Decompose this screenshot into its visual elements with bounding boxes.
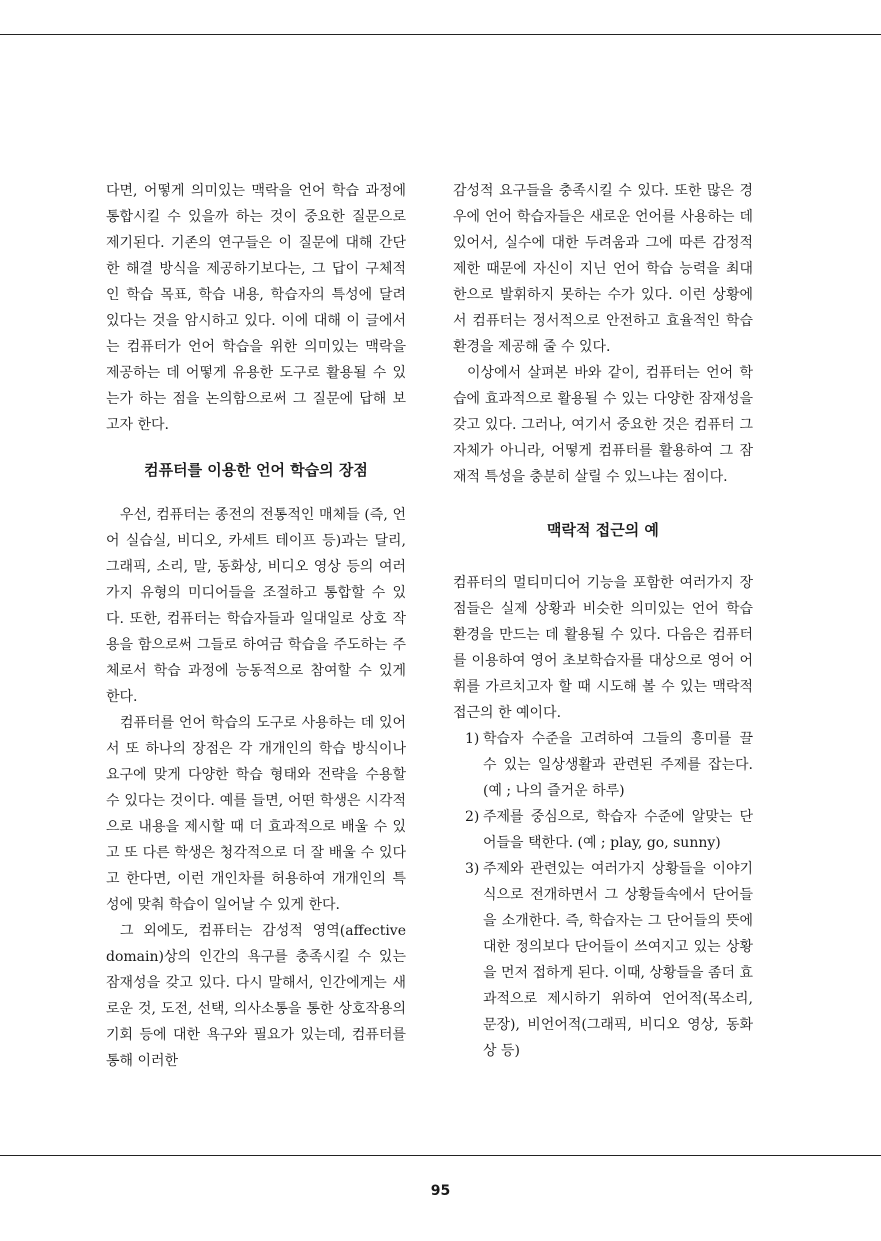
list-item-text: 주제와 관련있는 여러가지 상황들을 이야기식으로 전개하면서 그 상황들속에서 단어들을 소개한다. 즉, 학습자는 그 단어들의 뜻에 대한 정의보다 단어들이 쓰여지고 있는 상황을 먼저 접하게 된다. 이때, 상황들을 좀더 효과적으로 제시하기 위하여 언어적(목소리, 문장), 비언어적(그래픽, 비디오 영상, 동화상 등) (483, 861, 753, 1059)
left-column (106, 178, 406, 1074)
bottom-rule (0, 1155, 881, 1156)
paragraph: 감성적 요구들을 충족시킬 수 있다. 또한 많은 경우에 언어 학습자들은 새로운 언어를 사용하는 데 있어서, 실수에 대한 두려움과 그에 따른 감정적 제한 때문에 자신이 지닌 언어 학습 능력을 최대한으로 발휘하지 못하는 수가 있다. 이런 상황에서 컴퓨터는 정서적으로 안전하고 효율적인 학습 환경을 제공해 줄 수 있다. (453, 183, 753, 355)
list-item (453, 856, 753, 1064)
section-heading-advantages: 컴퓨터를 이용한 언어 학습의 장점 (144, 461, 368, 479)
paragraph: 이상에서 살펴본 바와 같이, 컴퓨터는 언어 학습에 효과적으로 활용될 수 있는 다양한 잠재성을 갖고 있다. 그러나, 여기서 중요한 것은 컴퓨터 그 자체가 아니라, 어떻게 컴퓨터를 활용하여 그 잠재적 특성을 충분히 살릴 수 있느냐는 점이다. (453, 365, 753, 485)
paragraph: 다면, 어떻게 의미있는 맥락을 언어 학습 과정에 통합시킬 수 있을까 하는 것이 중요한 질문으로 제기된다. 기존의 연구들은 이 질문에 대해 간단한 해결 방식을 제공하기보다는, 그 답이 구체적인 학습 목표, 학습 내용, 학습자의 특성에 달려 있다는 것을 암시하고 있다. 이에 대해 이 글에서는 컴퓨터가 언어 학습을 위한 의미있는 맥락을 제공하는 데 어떻게 유용한 도구로 활용될 수 있는가 하는 점을 논의함으로써 그 질문에 답해 보고자 한다. (106, 183, 406, 433)
paragraph: 컴퓨터를 언어 학습의 도구로 사용하는 데 있어서 또 하나의 장점은 각 개개인의 학습 방식이나 요구에 맞게 다양한 학습 형태와 전략을 수용할 수 있다는 것이다. 예를 들면, 어떤 학생은 시각적으로 내용을 제시할 때 더 효과적으로 배울 수 있고 또 다른 학생은 청각적으로 더 잘 배울 수 있다고 한다면, 이런 개인차를 허용하여 개개인의 특성에 맞춰 학습이 일어날 수 있게 한다. (106, 715, 406, 913)
paragraph: 우선, 컴퓨터는 종전의 전통적인 매체들 (즉, 언어 실습실, 비디오, 카세트 테이프 등)과는 달리, 그래픽, 소리, 말, 동화상, 비디오 영상 등의 여러가지 유형의 미디어들을 조절하고 통합할 수 있다. 또한, 컴퓨터는 학습자들과 일대일로 상호 작용을 함으로써 그들로 하여금 학습을 주도하는 주체로서 학습 과정에 능동적으로 참여할 수 있게 한다. (106, 507, 406, 705)
list-item-text: 학습자 수준을 고려하여 그들의 흥미를 끌 수 있는 일상생활과 관련된 주제를 잡는다. (예 ; 나의 즐거운 하루) (483, 731, 753, 799)
list-number: 2) (465, 809, 480, 825)
numbered-list (453, 726, 753, 1064)
right-column (453, 178, 753, 1064)
page-number: 95 (430, 1183, 451, 1199)
list-number: 1) (465, 731, 480, 747)
list-item (453, 726, 753, 804)
list-item-text: 주제를 중심으로, 학습자 수준에 알맞는 단어들을 택한다. (예 ; play, go, sunny) (483, 809, 753, 851)
paragraph: 그 외에도, 컴퓨터는 감성적 영역(affective domain)상의 인간의 욕구를 충족시킬 수 있는 잠재성을 갖고 있다. 다시 말해서, 인간에게는 새로운 것, 도전, 선택, 의사소통을 통한 상호작용의 기회 등에 대한 욕구와 필요가 있는데, 컴퓨터를 통해 이러한 (106, 923, 406, 1069)
list-number: 3) (465, 861, 480, 877)
top-rule (0, 34, 881, 35)
list-item (453, 804, 753, 856)
section-heading-contextual-approach: 맥락적 접근의 예 (547, 521, 659, 539)
paragraph: 컴퓨터의 멀티미디어 기능을 포함한 여러가지 장점들은 실제 상황과 비슷한 의미있는 언어 학습 환경을 만드는 데 활용될 수 있다. 다음은 컴퓨터를 이용하여 영어 초보학습자를 대상으로 영어 어휘를 가르치고자 할 때 시도해 볼 수 있는 맥락적 접근의 한 예이다. (453, 575, 753, 721)
